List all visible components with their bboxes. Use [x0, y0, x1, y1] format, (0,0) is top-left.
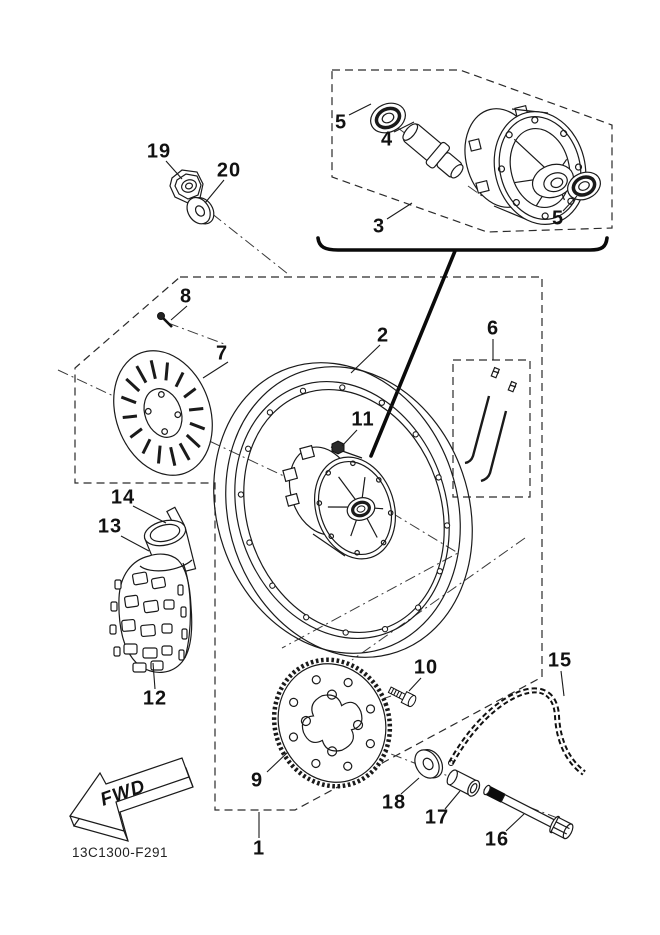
part-label-3: 3 — [372, 215, 386, 238]
spoke-set-illustration — [465, 368, 516, 481]
part-label-19: 19 — [146, 140, 172, 163]
part-label-12: 12 — [142, 687, 168, 710]
part-label-10: 10 — [413, 656, 439, 679]
part-label-11: 11 — [351, 408, 375, 431]
axle-collar-illustration — [445, 768, 482, 798]
part-label-8: 8 — [179, 285, 193, 308]
disc-bolt-illustration — [158, 313, 173, 328]
sprocket-bolt-illustration — [387, 684, 417, 707]
tire-illustration — [110, 554, 192, 672]
part-label-7: 7 — [215, 342, 229, 365]
part-label-16: 16 — [484, 828, 510, 851]
part-label-4: 4 — [380, 128, 394, 151]
axle-plain-washer-illustration — [410, 744, 447, 784]
wheel-hub-illustration — [279, 438, 408, 569]
spoke-set-box-outline — [453, 360, 530, 497]
part-label-2: 2 — [376, 324, 390, 347]
sprocket-illustration — [257, 643, 408, 802]
part-label-15: 15 — [547, 649, 573, 672]
part-label-14: 14 — [110, 486, 136, 509]
part-label-17: 17 — [424, 806, 450, 829]
part-label-1: 1 — [252, 837, 266, 860]
part-label-20: 20 — [216, 159, 242, 182]
hub-nut-illustration — [332, 441, 344, 454]
drawing-code: 13C1300-F291 — [72, 845, 169, 860]
part-label-5-left: 5 — [334, 111, 348, 134]
brake-disc-illustration — [97, 337, 229, 489]
part-label-9: 9 — [250, 769, 264, 792]
part-label-13: 13 — [97, 515, 123, 538]
part-label-5-right: 5 — [551, 207, 565, 230]
part-label-6: 6 — [486, 317, 500, 340]
hub-assembly-illustration — [366, 98, 605, 234]
fwd-label: FWD — [97, 775, 149, 811]
part-label-18: 18 — [381, 791, 407, 814]
drive-chain-illustration — [449, 690, 585, 773]
fwd-arrow — [70, 758, 193, 841]
